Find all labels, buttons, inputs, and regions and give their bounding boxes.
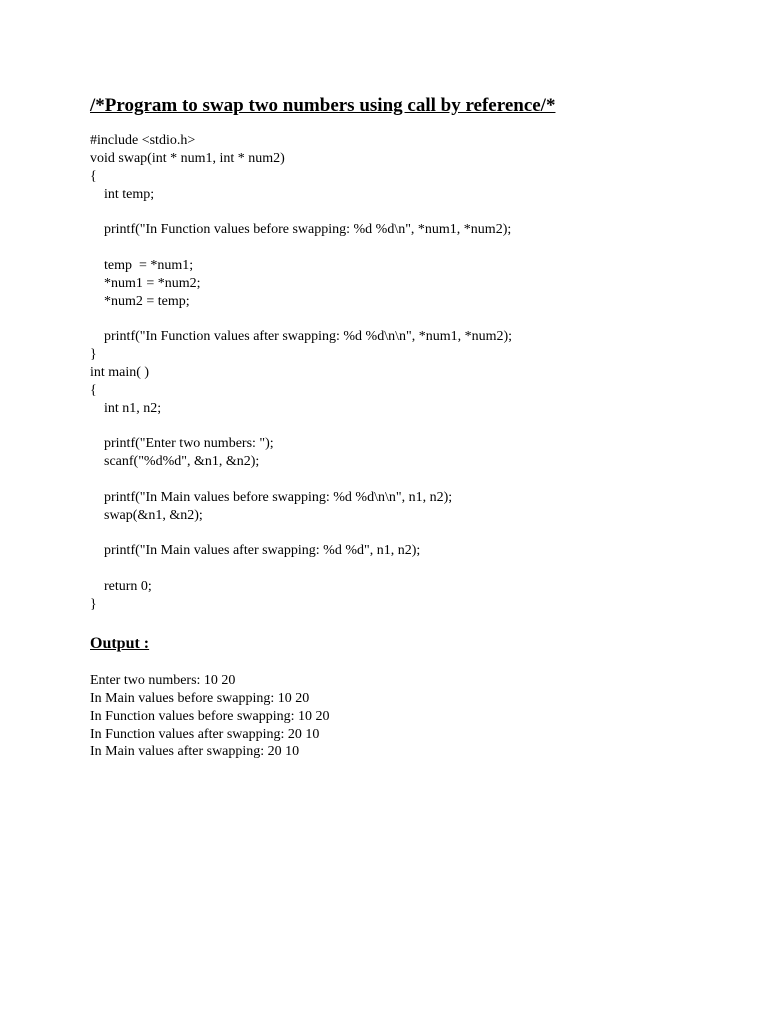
output-line: In Function values after swapping: 20 10 [90, 726, 320, 742]
output-line: In Function values before swapping: 10 20 [90, 708, 330, 724]
code-line: printf("Enter two numbers: "); [90, 436, 274, 452]
code-line [90, 560, 512, 578]
code-line [90, 471, 512, 489]
code-line: swap(&n1, &n2); [90, 507, 203, 523]
code-line: *num2 = temp; [90, 293, 190, 309]
code-line: int n1, n2; [90, 400, 162, 416]
code-line: printf("In Main values before swapping: %d %d\n\n", n1, n2); [90, 489, 453, 505]
document-title: /*Program to swap two numbers using call by reference/* [90, 95, 556, 116]
code-line: int main( ) [90, 364, 150, 380]
output-block [90, 672, 330, 761]
output-heading: Output : [90, 635, 150, 652]
code-block [90, 132, 512, 614]
code-line: printf("In Function values after swapping: %d %d\n\n", *num1, *num2); [90, 329, 513, 345]
code-line: temp = *num1; [90, 257, 194, 273]
code-line: return 0; [90, 579, 152, 595]
code-line: { [90, 168, 97, 184]
output-line: In Main values after swapping: 20 10 [90, 744, 300, 760]
code-line [90, 203, 512, 221]
output-line: In Main values before swapping: 10 20 [90, 690, 310, 706]
code-line [90, 310, 512, 328]
code-line: printf("In Function values before swapping: %d %d\n", *num1, *num2); [90, 222, 512, 238]
output-line: Enter two numbers: 10 20 [90, 673, 236, 688]
code-line: printf("In Main values after swapping: %d %d", n1, n2); [90, 543, 421, 559]
code-line [90, 239, 512, 257]
code-line: int temp; [90, 186, 155, 202]
code-line: } [90, 347, 97, 363]
code-line: #include <stdio.h> [90, 133, 196, 148]
code-line: { [90, 382, 97, 398]
code-line [90, 418, 512, 436]
code-line: void swap(int * num1, int * num2) [90, 150, 285, 166]
code-line: } [90, 596, 97, 612]
code-line [90, 525, 512, 543]
code-line: *num1 = *num2; [90, 275, 201, 291]
code-line: scanf("%d%d", &n1, &n2); [90, 454, 260, 470]
